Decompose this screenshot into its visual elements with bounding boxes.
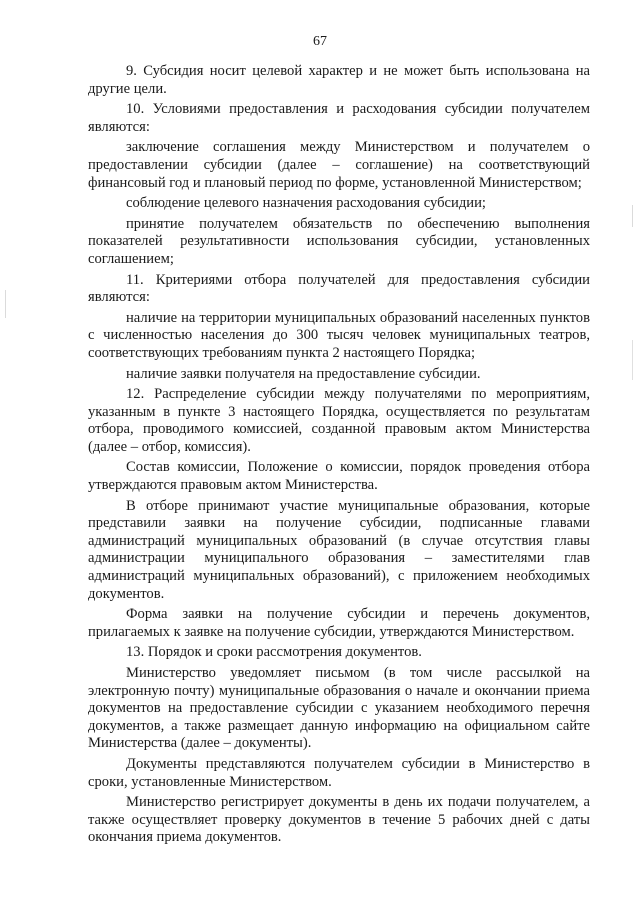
paragraph-12-commission: Состав комиссии, Положение о комиссии, порядок проведения отбора утверждаются правовым актом Министерства. bbox=[88, 459, 590, 494]
paragraph-10-condition-obligations: принятие получателем обязательств по обеспечению выполнения показателей результативности использования субсидии, установленных соглашением; bbox=[88, 215, 590, 267]
paragraph-11: 11. Критериями отбора получателей для предоставления субсидии являются: bbox=[88, 271, 590, 306]
paragraph-13-registration: Министерство регистрирует документы в день их подачи получателем, а также осуществляет проверку документов в течение 5 рабочих дней с даты окончания приема документов. bbox=[88, 794, 590, 846]
paragraph-13-submission: Документы представляются получателем субсидии в Министерство в сроки, установленные Министерством. bbox=[88, 755, 590, 790]
page-number: 67 bbox=[313, 34, 327, 49]
paragraph-10-condition-agreement: заключение соглашения между Министерством и получателем о предоставлении субсидии (далее – соглашение) на соответствующий финансовый год и плановый период по форме, установленной Министерством; bbox=[88, 139, 590, 191]
paragraph-12: 12. Распределение субсидии между получателями по мероприятиям, указанным в пункте 3 настоящего Порядка, осуществляется по результатам отбора, проводимого комиссией, созданной правовым актом Министерства (далее – отбор, комиссия). bbox=[88, 386, 590, 455]
paragraph-12-application-form: Форма заявки на получение субсидии и перечень документов, прилагаемых к заявке на получение субсидии, утверждаются Министерством. bbox=[88, 606, 590, 640]
paragraph-10: 10. Условиями предоставления и расходования субсидии получателем являются: bbox=[88, 101, 590, 135]
paragraph-13: 13. Порядок и сроки рассмотрения документов. bbox=[126, 644, 422, 661]
scan-artifact-right-bottom bbox=[632, 340, 633, 380]
paragraph-13-notification: Министерство уведомляет письмом (в том числе рассылкой на электронную почту) муниципальные образования о начале и окончании приема документов на предоставление субсидии с указанием необходимого перечня документов, а также размещает данную информацию на официальном сайте Министерства (далее – документы). bbox=[88, 665, 590, 752]
paragraph-12-participants: В отборе принимают участие муниципальные образования, которые представили заявки на получение субсидии, подписанные главами администраций муниципальных образований (в случае отсутствия главы администрации муниципального образования – заместителями глав администраций муниципальных образований), с приложением необходимых документов. bbox=[88, 497, 590, 602]
scan-artifact-left bbox=[5, 290, 6, 318]
scan-artifact-right-top bbox=[632, 205, 633, 227]
paragraph-11-criterion-application: наличие заявки получателя на предоставление субсидии. bbox=[126, 365, 481, 382]
paragraph-9: 9. Субсидия носит целевой характер и не может быть использована на другие цели. bbox=[88, 63, 590, 97]
document-body bbox=[88, 63, 590, 847]
paragraph-10-condition-purpose: соблюдение целевого назначения расходования субсидии; bbox=[126, 195, 486, 212]
paragraph-11-criterion-theatres: наличие на территории муниципальных образований населенных пунктов с численностью населения до 300 тысяч человек муниципальных театров, соответствующих требованиям пункта 2 настоящего Порядка; bbox=[88, 309, 590, 361]
